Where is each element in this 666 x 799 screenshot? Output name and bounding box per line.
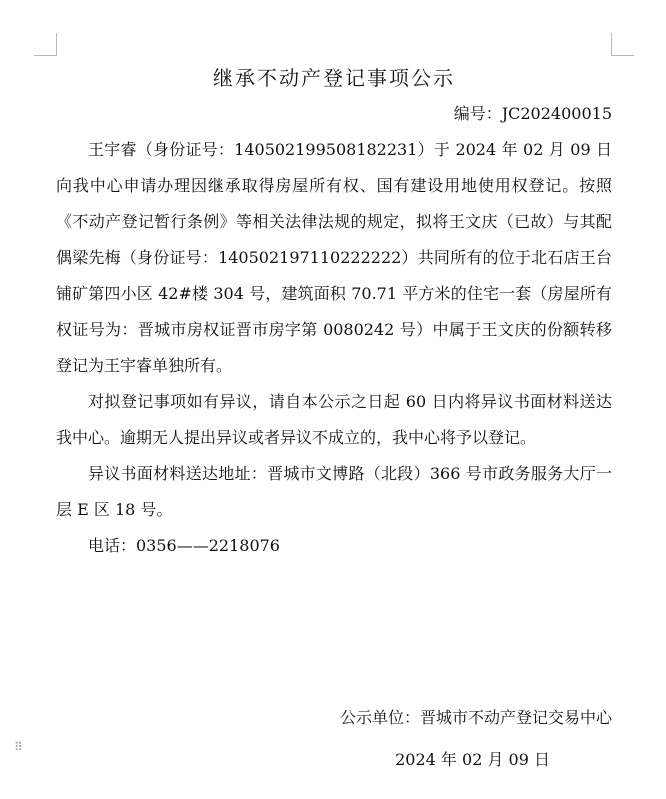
corner-mark-top-right-icon bbox=[611, 33, 634, 56]
paragraph-main: 王宇睿（身份证号：140502199508182231）于 2024 年 02 月 09 日向我中心申请办理因继承取得房屋所有权、国有建设用地使用权登记。按照《不动产登记暂行条例》等相关法律法规的规定，拟将王文庆（已故）与其配偶梁先梅（身份证号：140502197110222222）共同所有的位于北石店王台铺矿第四小区 42#楼 304 号，建筑面积 70.71 平方米的住宅一套（房屋所有权证号为：晋城市房权证晋市房字第 0080242 号）中属于王文庆的份额转移登记为王宇睿单独所有。 bbox=[56, 140, 612, 375]
signature-unit: 公示单位：晋城市不动产登记交易中心 bbox=[339, 708, 612, 727]
corner-mark-top-left-icon bbox=[34, 33, 57, 56]
signature-date: 2024 年 02 月 09 日 bbox=[395, 750, 550, 769]
drag-handle-icon[interactable]: ⠿ bbox=[14, 740, 24, 754]
signature-block bbox=[56, 700, 612, 778]
document-body bbox=[56, 60, 612, 564]
document-number: 编号：JC202400015 bbox=[453, 104, 612, 123]
document-title: 继承不动产登记事项公示 bbox=[213, 66, 455, 90]
paragraph-objection: 对拟登记事项如有异议，请自本公示之日起 60 日内将异议书面材料送达我中心。逾期无人提出异议或者异议不成立的，我中心将予以登记。 bbox=[56, 392, 612, 447]
phone-line: 电话：0356——2218076 bbox=[88, 536, 280, 555]
paragraph-address: 异议书面材料送达地址：晋城市文博路（北段）366 号市政务服务大厅一层 E 区 18 号。 bbox=[56, 464, 612, 519]
